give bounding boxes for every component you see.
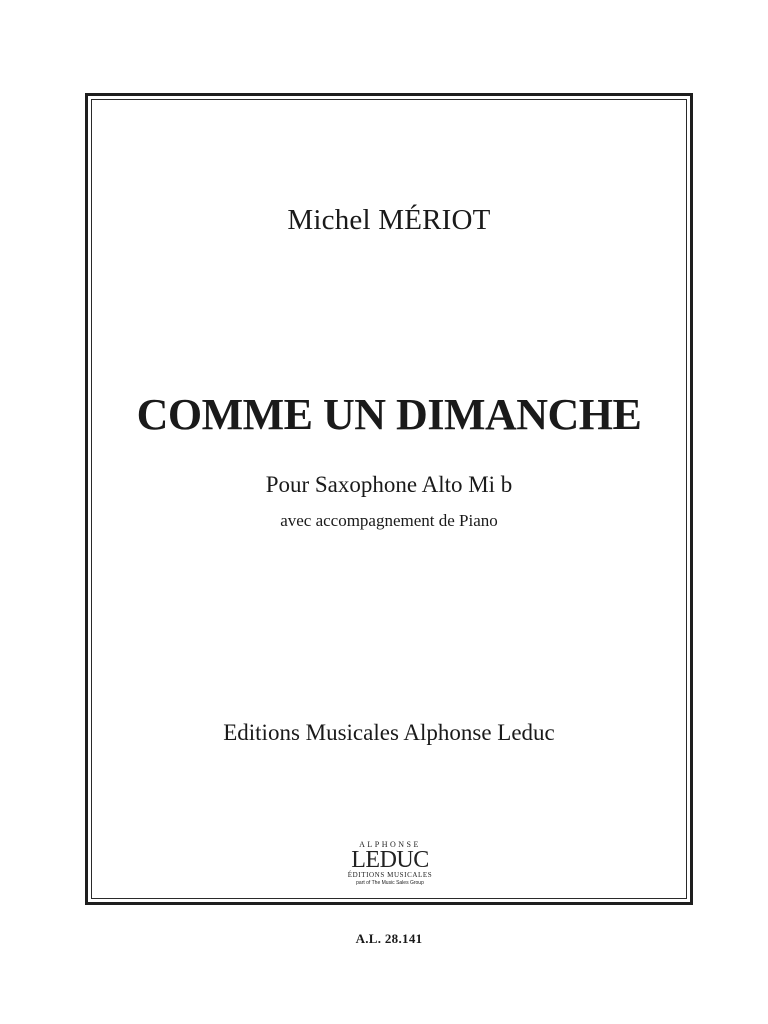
catalog-number: A.L. 28.141 bbox=[355, 931, 423, 946]
instrumentation: Pour Saxophone Alto Mi b bbox=[265, 472, 513, 497]
publisher-logo bbox=[338, 840, 442, 890]
logo-top-text: ALPHONSE bbox=[359, 840, 421, 849]
logo-main-text: LEDUC bbox=[351, 847, 429, 873]
work-title: COMME UN DIMANCHE bbox=[136, 390, 642, 439]
logo-sub-text: ÉDITIONS MUSICALES bbox=[347, 871, 433, 879]
logo-small-text: part of The Music Sales Group bbox=[356, 880, 424, 886]
publisher-name: Editions Musicales Alphonse Leduc bbox=[223, 720, 555, 745]
composer-name: Michel MÉRIOT bbox=[287, 204, 491, 236]
accompaniment-note: avec accompagnement de Piano bbox=[280, 511, 498, 530]
